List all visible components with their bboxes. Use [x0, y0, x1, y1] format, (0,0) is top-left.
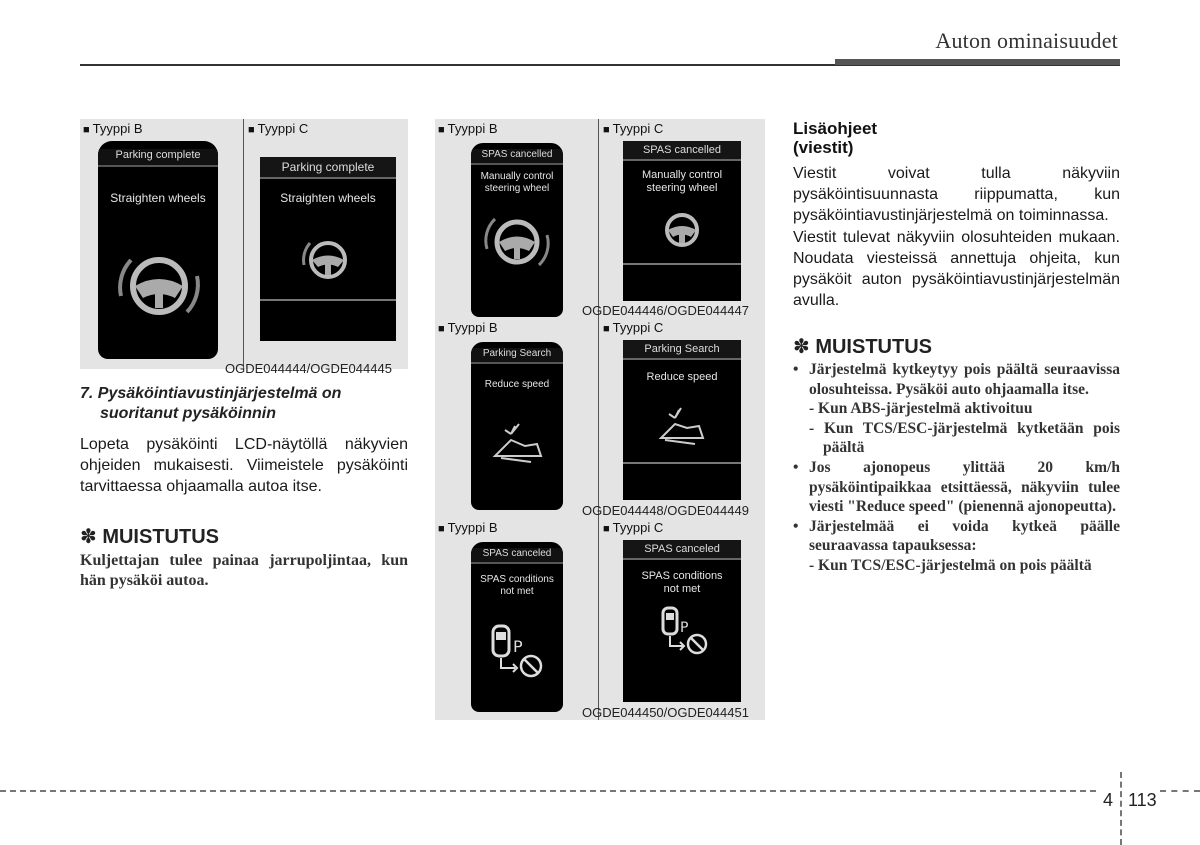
- lcd-screen-type-c: [623, 141, 741, 301]
- list-item: • Jos ajonopeus ylittää 20 km/h pysäköintipaikkaa etsittäessä, näkyviin tulee viesti "Reduce speed" (pienennä ajonopeutta).: [793, 458, 1120, 516]
- lcd-screen-type-b: [98, 141, 218, 359]
- lcd-message: Reduce speed: [484, 379, 550, 390]
- lcd-message: Manually control steering wheel: [641, 169, 723, 194]
- figure-code: OGDE044446/OGDE044447: [582, 303, 749, 318]
- steering-wheel-icon: [298, 235, 358, 285]
- parking-car-no-icon: [487, 622, 549, 680]
- steering-wheel-icon: [657, 207, 707, 253]
- lcd-message: SPAS conditions not met: [641, 570, 723, 595]
- foot-on-pedal-icon: [657, 406, 707, 448]
- footer-dashed-rule: [0, 790, 1096, 792]
- panel-divider: [598, 119, 599, 319]
- note-bullet-list: [793, 360, 1120, 576]
- svg-text:P: P: [680, 620, 689, 636]
- type-b-label: ■ Tyyppi B: [83, 121, 143, 136]
- figure-panel-parking-search: [435, 318, 765, 518]
- svg-text:P: P: [513, 637, 523, 656]
- footer-page-divider: [1120, 772, 1122, 845]
- lcd-screen-type-b: [471, 342, 563, 510]
- right-para-2: Viestit tulevat näkyviin olosuhteiden mukaan. Noudata viesteissä annettuja ohjeita, kun pysäköit auton pysäköintiavustinjärjestelmän avulla.: [793, 229, 1120, 309]
- note-text: Kuljettajan tulee painaa jarrupoljintaa, kun hän pysäköi autoa.: [80, 552, 408, 589]
- panel-divider: [243, 119, 244, 369]
- type-c-label: ■ Tyyppi C: [603, 520, 664, 535]
- type-b-label: ■ Tyyppi B: [438, 320, 498, 335]
- page-number: 113: [1128, 790, 1157, 810]
- list-item: • Järjestelmää ei voida kytkeä päälle seuraavassa tapauksessa: - Kun TCS/ESC-järjestelmä on pois päältä: [793, 517, 1120, 574]
- lcd-screen-type-c: [623, 340, 741, 500]
- footer-dashed-rule-right: [1160, 790, 1200, 792]
- lcd-screen-type-c: [260, 157, 396, 341]
- lcd-header: SPAS canceled: [623, 540, 741, 560]
- lcd-divider: [623, 462, 741, 464]
- panel-divider: [598, 318, 599, 518]
- lcd-header: SPAS cancelled: [623, 141, 741, 161]
- lcd-header: Parking complete: [260, 157, 396, 179]
- list-item: • Järjestelmä kytkeytyy pois päältä seuraavissa olosuhteissa. Pysäköi auto ohjaamalla itse. - Kun ABS-järjestelmä aktivoituu - Kun TCS/ESC-järjestelmä kytketään pois päältä: [793, 361, 1120, 457]
- type-c-label: ■ Tyyppi C: [248, 121, 309, 136]
- note-heading: ✽ MUISTUTUS: [80, 526, 219, 548]
- figure-panel-spas-cancelled: [435, 119, 765, 319]
- foot-on-pedal-icon: [491, 422, 545, 466]
- lcd-header: Parking Search: [623, 340, 741, 360]
- type-b-label: ■ Tyyppi B: [438, 520, 498, 535]
- chapter-number: 4: [1103, 790, 1114, 810]
- lcd-message: Manually control steering wheel: [480, 171, 554, 194]
- lcd-header: Parking Search: [471, 348, 563, 364]
- lcd-divider: [623, 263, 741, 265]
- figure-panel-spas-canceled-conditions: [435, 518, 765, 720]
- parking-car-no-icon: [657, 606, 713, 658]
- figure-panel-parking-complete: [80, 119, 408, 369]
- section-heading: Lisäohjeet (viestit): [793, 119, 878, 157]
- lcd-divider: [260, 299, 396, 301]
- type-b-label: ■ Tyyppi B: [438, 121, 498, 136]
- lcd-message: Reduce speed: [646, 371, 718, 383]
- section-title: Auton ominaisuudet: [935, 28, 1118, 53]
- figure-code: OGDE044448/OGDE044449: [582, 503, 749, 518]
- lcd-screen-type-c: [623, 540, 741, 702]
- type-c-label: ■ Tyyppi C: [603, 121, 664, 136]
- lcd-message: SPAS conditions not met: [480, 574, 554, 597]
- sub-list-item: - Kun TCS/ESC-järjestelmä on pois päältä: [809, 556, 1092, 574]
- lcd-header: Parking complete: [98, 149, 218, 167]
- steering-wheel-icon: [481, 209, 553, 275]
- sub-list-item: - Kun TCS/ESC-järjestelmä kytketään pois päältä: [809, 419, 1120, 457]
- panel-divider: [598, 518, 599, 720]
- header-rule-accent: [835, 59, 1120, 65]
- steering-wheel-icon: [113, 246, 205, 326]
- lcd-message: Straighten wheels: [110, 191, 206, 205]
- type-c-label: ■ Tyyppi C: [603, 320, 664, 335]
- right-para-1: Viestit voivat tulla näkyviin pysäköintisuunnasta riippumatta, kun pysäköintiavustinjärjestelmä on toiminnassa.: [793, 165, 1120, 224]
- lcd-header: SPAS cancelled: [471, 149, 563, 165]
- lcd-message: Straighten wheels: [280, 191, 376, 205]
- figure-caption: 7. Pysäköintiavustinjärjestelmä on suoritanut pysäköinnin: [80, 385, 342, 422]
- sub-list-item: - Kun ABS-järjestelmä aktivoituu: [809, 400, 1033, 418]
- lcd-screen-type-b: [471, 542, 563, 712]
- figure-code: OGDE044444/OGDE044445: [225, 361, 392, 376]
- lcd-header: SPAS canceled: [471, 548, 563, 564]
- lcd-screen-type-b: [471, 143, 563, 317]
- note-heading: ✽ MUISTUTUS: [793, 336, 932, 358]
- figure-code: OGDE044450/OGDE044451: [582, 705, 749, 720]
- left-body-text: Lopeta pysäköinti LCD-näytöllä näkyvien ohjeiden mukaisesti. Viimeistele pysäköinti tarvittaessa ohjaamalla autoa itse.: [80, 436, 408, 495]
